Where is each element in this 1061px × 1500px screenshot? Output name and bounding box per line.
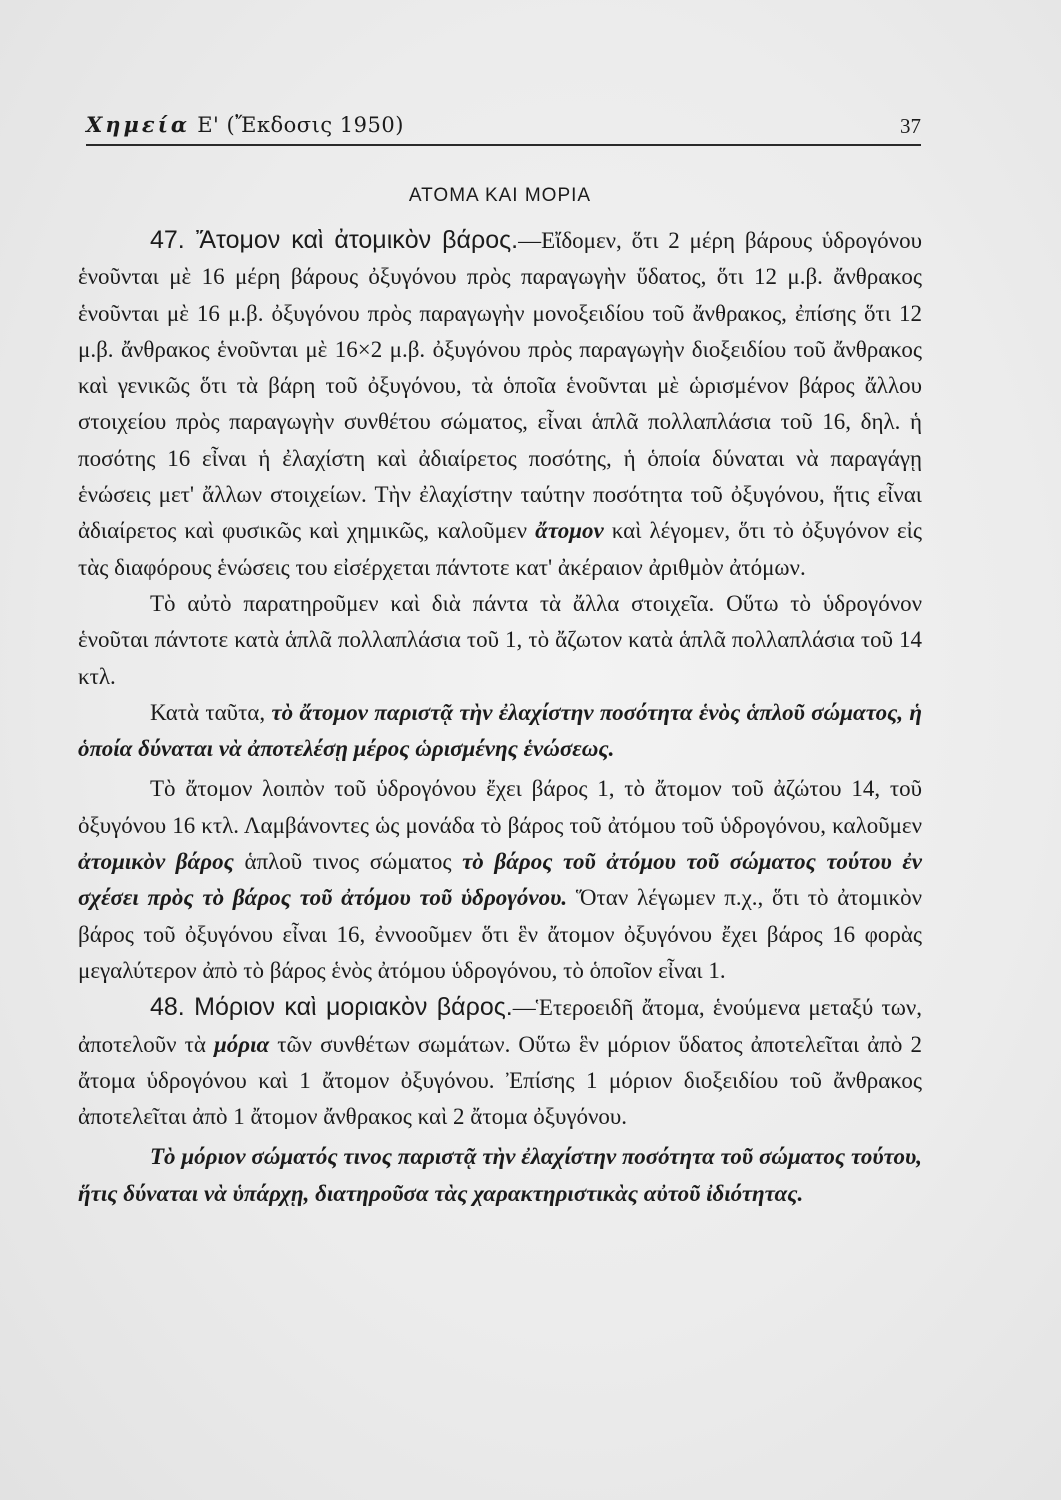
heading-47: 47. Ἄτομον καὶ ἀτομικὸν βάρος. (150, 226, 519, 254)
paragraph-same-elements: Τὸ αὐτὸ παρατηροῦμεν καὶ διὰ πάντα τὰ ἄλλα στοιχεῖα. Οὕτω τὸ ὑδρογόνον ἑνοῦται πάντοτε κατὰ ἁπλᾶ πολλαπλάσια τοῦ 1, τὸ ἄζωτον κατὰ ἁπλᾶ πολλαπλάσια τοῦ 14 κτλ. (78, 590, 922, 689)
book-edition: Ε' (Ἔκδοσις 1950) (197, 113, 404, 137)
atomic-weight-text-a: Τὸ ἄτομον λοιπὸν τοῦ ὑδρογόνου ἔχει βάρος 1, τὸ ἄτομον τοῦ ἀζώτου 14, τοῦ ὀξυγόνου 16 κτλ. Λαμβάνοντες ὡς μονάδα τὸ βάρος τοῦ ἀτόμου τοῦ ὑδρογόνου, καλοῦμεν (78, 776, 922, 838)
paragraph-48-text-b: τῶν συνθέτων σωμάτων. Οὕτω ἓν μόριον ὕδατος ἀποτελεῖται ἀπὸ 2 ἄτομα ὑδρογόνου καὶ 1 ἄτομον ὀξυγόνου. Ἐπίσης 1 μόριον διοξειδίου τοῦ ἄνθρακος ἀποτελεῖται ἀπὸ 1 ἄτομον ἄνθρακος καὶ 2 ἄτομα ὀξυγόνου. (78, 1031, 922, 1130)
atom-definition: τὸ ἄτομον παριστᾷ τὴν ἐλαχίστην ποσότητα ἑνὸς ἁπλοῦ σώματος, ἡ ὁποία δύναται νὰ ἀποτελέσῃ μέρος ὡρισμένης ἑνώσεως. (78, 699, 922, 762)
header-title (86, 112, 404, 137)
paragraph-48-text-a: —Ἑτεροειδῆ ἄτομα, ἑνούμενα μεταξύ των, ἀποτελοῦν τὰ (78, 995, 923, 1057)
definition-lead: Κατὰ ταῦτα, (150, 699, 266, 725)
term-atomic-weight: ἀτομικὸν βάρος (78, 849, 234, 875)
atomic-weight-definition: τὸ βάρος τοῦ ἀτόμου τοῦ σώματος τούτου ἐν σχέσει πρὸς τὸ βάρος τοῦ ἀτόμου τοῦ ὑδρογόνου. (78, 849, 923, 911)
heading-48: 48. Μόριον καὶ μοριακὸν βάρος. (150, 993, 513, 1022)
paragraph-48 (78, 989, 922, 1135)
running-header (86, 104, 921, 146)
paragraph-atomic-weight (78, 771, 922, 989)
term-atom: ἄτομον (535, 518, 604, 544)
paragraph-47 (78, 222, 922, 586)
atomic-weight-text-c: Ὅταν λέγωμεν π.χ., ὅτι τὸ ἀτομικὸν βάρος τοῦ ὀξυγόνου εἶναι 16, ἐννοοῦμεν ὅτι ἓν ἄτομον ὀξυγόνου ἔχει βάρος 16 φορὰς μεγαλύτερον ἀπὸ τὸ βάρος ἑνὸς ἀτόμου ὑδρογόνου, τὸ ὁποῖον εἶναι 1. (78, 885, 923, 983)
paragraph-47-text-b: καὶ λέγομεν, ὅτι τὸ ὀξυγόνον εἰς τὰς διαφόρους ἑνώσεις του εἰσέρχεται πάντοτε κατ' ἀκέραιον ἀριθμὸν ἀτόμων. (78, 518, 922, 580)
molecule-definition: Τὸ μόριον σώματός τινος παριστᾷ τὴν ἐλαχίστην ποσότητα τοῦ σώματος τούτου, ἥτις δύναται νὰ ὑπάρχῃ, διατηροῦσα τὰς χαρακτηριστικὰς αὐτοῦ ἰδιότητας. (78, 1144, 922, 1206)
page-number: 37 (900, 114, 921, 138)
book-title: Χημεία (86, 112, 191, 137)
atomic-weight-text-b: ἁπλοῦ τινος σώματος (244, 849, 452, 875)
paragraph-47-text-a: —Εἴδομεν, ὅτι 2 μέρη βάρους ὑδρογόνου ἑνοῦνται μὲ 16 μέρη βάρους ὀξυγόνου πρὸς παραγωγὴν ὕδατος, ὅτι 12 μ.β. ἄνθρακος ἑνοῦνται μὲ 16 μ.β. ὀξυγόνου πρὸς παραγωγὴν μονοξειδίου τοῦ ἄνθρακος, ἐπίσης ὅτι 12 μ.β. ἄνθρακος ἑνοῦνται μὲ 16×2 μ.β. ὀξυγόνου πρὸς παραγωγὴν διοξειδίου τοῦ ἄνθρακος καὶ γενικῶς ὅτι τὰ βάρη τοῦ ὀξυγόνου, τὰ ὁποῖα ἑνοῦνται μὲ ὡρισμένον βάρος ἄλλου στοιχείου πρὸς παραγωγὴν συνθέτου σώματος, εἶναι ἁπλᾶ πολλαπλάσια τοῦ 16, δηλ. ἡ ποσότης 16 εἶναι ἡ ἐλαχίστη καὶ ἀδιαίρετος ποσότης, ἡ ὁποία δύναται νὰ παραγάγῃ ἑνώσεις μετ' ἄλλων στοιχείων. Τὴν ἐλαχίστην ταύτην ποσότητα τοῦ ὀξυγόνου, ἥτις εἶναι ἀδιαίρετος καὶ φυσικῶς καὶ χημικῶς, καλοῦμεν (78, 228, 922, 544)
page-body (78, 176, 922, 1212)
paragraph-atom-definition (78, 695, 922, 768)
section-title: ΑΤΟΜΑ ΚΑΙ ΜΟΡΙΑ (408, 185, 592, 206)
term-molecules: μόρια (213, 1031, 270, 1057)
